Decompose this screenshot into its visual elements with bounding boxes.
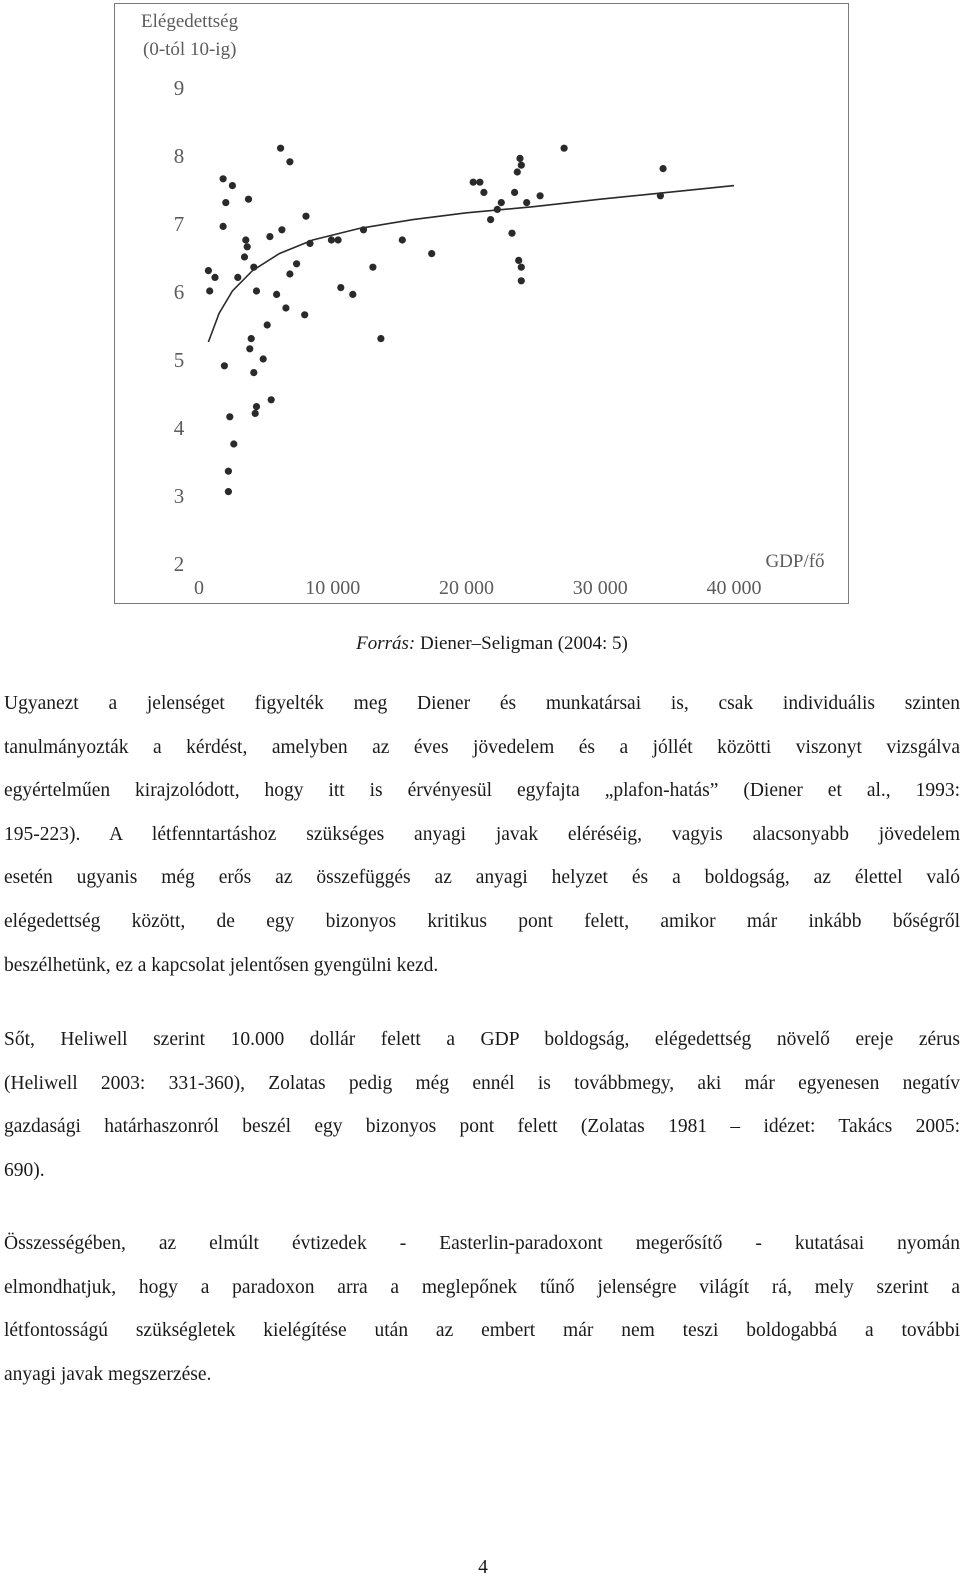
data-point (516, 155, 523, 162)
para1-line: egyértelműen kirajzolódott, hogy itt is érvényesül egyfajta „plafon-hatás” (Diener et al., 1993: (4, 780, 960, 802)
data-point (241, 253, 248, 260)
data-point (660, 165, 667, 172)
data-point (250, 264, 257, 271)
chart-subtitle: (0-tól 10-ig) (143, 39, 237, 60)
data-point (480, 189, 487, 196)
data-point (230, 440, 237, 447)
para2-line: gazdasági határhaszonról beszél egy bizonyos pont felett (Zolatas 1981 – idézet: Takács 2005: (4, 1116, 960, 1138)
data-point (250, 369, 257, 376)
data-point (293, 260, 300, 267)
data-point (242, 236, 249, 243)
data-point (337, 284, 344, 291)
data-point (487, 216, 494, 223)
data-point (508, 230, 515, 237)
data-point (220, 175, 227, 182)
x-tick-label: 30 000 (572, 577, 628, 599)
data-point (286, 270, 293, 277)
data-point (277, 145, 284, 152)
scatter-chart (115, 4, 850, 605)
data-point (253, 403, 260, 410)
para2-line: 690). (4, 1159, 45, 1181)
data-point (286, 158, 293, 165)
para3-line: létfontosságú szükségletek kielégítése után az embert már nem teszi boldogabbá a további (4, 1320, 960, 1342)
page-number: 4 (478, 1557, 488, 1578)
data-point (260, 355, 267, 362)
data-point (360, 226, 367, 233)
para1-line: tanulmányozták a kérdést, amelyben az éves jövedelem és a jóllét közötti viszonyt vizsgálva (4, 736, 960, 758)
data-point (306, 240, 313, 247)
data-point (515, 257, 522, 264)
y-tick-label: 6 (173, 280, 185, 304)
data-point (428, 250, 435, 257)
paragraph-1 (4, 682, 960, 987)
data-point (511, 189, 518, 196)
y-tick-label: 4 (173, 416, 185, 440)
x-tick-label: 0 (194, 577, 204, 599)
data-point (221, 362, 228, 369)
chart-title: Elégedettség (141, 11, 239, 32)
data-point (657, 192, 664, 199)
data-point (220, 223, 227, 230)
para1-line: 195-223). A létfenntartáshoz szükséges anyagi javak eléréséig, vagyis alacsonyabb jövedelem (4, 823, 960, 845)
data-point (248, 335, 255, 342)
data-point (377, 335, 384, 342)
para1-line: elégedettség között, de egy bizonyos kritikus pont felett, amikor már inkább bőségről (4, 910, 960, 932)
paragraph-3 (4, 1222, 960, 1396)
y-tick-label: 8 (173, 144, 185, 168)
para1-line: esetén ugyanis még erős az összefüggés az anyagi helyzet és a boldogság, az élettel való (4, 867, 960, 889)
data-point (245, 196, 252, 203)
data-point (225, 468, 232, 475)
x-tick-label: 20 000 (439, 577, 494, 599)
y-tick-label: 5 (173, 348, 185, 372)
data-point (302, 213, 309, 220)
data-point (266, 233, 273, 240)
data-point (561, 145, 568, 152)
data-point (246, 345, 253, 352)
data-point (470, 179, 477, 186)
data-point (349, 291, 356, 298)
data-point (328, 236, 335, 243)
data-point (211, 274, 218, 281)
data-point (518, 264, 525, 271)
para3-line: Összességében, az elmúlt évtizedek - Easterlin-paradoxont megerősítő - kutatásai nyomán (4, 1233, 960, 1254)
para2-line: (Heliwell 2003: 331-360), Zolatas pedig még ennél is továbbmegy, aki már egyenesen negatív (4, 1072, 960, 1094)
data-point (278, 226, 285, 233)
data-point (222, 199, 229, 206)
x-axis-label: GDP/fő (765, 551, 825, 572)
data-point (273, 291, 280, 298)
caption-source-label: Forrás: (356, 633, 416, 654)
data-point (494, 206, 501, 213)
data-point (234, 274, 241, 281)
caption-source-text: Diener–Seligman (2004: 5) (415, 633, 628, 654)
data-point (518, 277, 525, 284)
data-point (399, 236, 406, 243)
data-point (264, 321, 271, 328)
figure-caption (0, 633, 960, 655)
data-point (523, 199, 530, 206)
para1-line: Ugyanezt a jelenséget figyelték meg Diener és munkatársai is, csak individuális szinten (4, 693, 960, 714)
data-point (244, 243, 251, 250)
data-point (225, 488, 232, 495)
para2-line: Sőt, Heliwell szerint 10.000 dollár felett a GDP boldogság, elégedettség növelő ereje zérus (4, 1029, 960, 1050)
trend-curve (208, 186, 734, 342)
data-point (537, 192, 544, 199)
data-point (252, 410, 259, 417)
data-point (226, 413, 233, 420)
y-tick-label: 3 (173, 484, 185, 508)
data-point (369, 264, 376, 271)
data-point (514, 168, 521, 175)
data-point (498, 199, 505, 206)
x-tick-label: 40 000 (706, 577, 762, 599)
paragraph-2 (4, 1018, 960, 1192)
data-point (301, 311, 308, 318)
data-point (253, 287, 260, 294)
para1-line: beszélhetünk, ez a kapcsolat jelentősen gyengülni kezd. (4, 954, 439, 976)
data-point (268, 396, 275, 403)
data-point (335, 236, 342, 243)
y-tick-label: 9 (173, 76, 185, 100)
data-point (206, 287, 213, 294)
para3-line: anyagi javak megszerzése. (4, 1363, 212, 1385)
data-point (282, 304, 289, 311)
y-tick-label: 7 (173, 212, 185, 236)
figure-frame (114, 3, 849, 604)
para3-line: elmondhatjuk, hogy a paradoxon arra a meglepőnek tűnő jelenségre világít rá, mely szerint a (4, 1276, 960, 1298)
y-tick-label: 2 (173, 552, 185, 576)
data-point (229, 182, 236, 189)
data-point (518, 162, 525, 169)
x-tick-label: 10 000 (305, 577, 361, 599)
data-point (205, 267, 212, 274)
data-point (476, 179, 483, 186)
